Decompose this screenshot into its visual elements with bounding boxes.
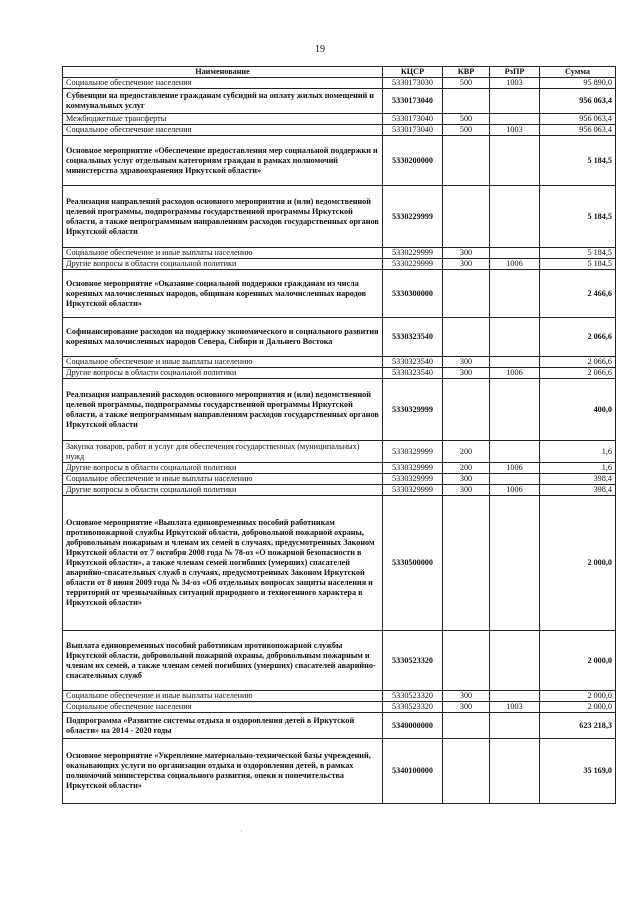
cell-kvr: 500 xyxy=(443,114,490,125)
table-row xyxy=(63,368,616,379)
cell-rzpr xyxy=(490,474,540,485)
cell-kvr xyxy=(443,739,490,804)
cell-rzpr xyxy=(490,89,540,114)
cell-kcsr: 5330523320 xyxy=(383,691,443,702)
cell-name: Межбюджетные трансферты xyxy=(63,114,383,125)
cell-name: Подпрограмма «Развитие системы отдыха и оздоровления детей в Иркутской области» на 2014 - 2020 годы xyxy=(63,713,383,739)
cell-name: Социальное обеспечение населения xyxy=(63,78,383,89)
cell-kcsr: 5340100000 xyxy=(383,739,443,804)
cell-rzpr xyxy=(490,379,540,441)
cell-name: Другие вопросы в области социальной политики xyxy=(63,368,383,379)
table-row xyxy=(63,318,616,357)
column-header-sum: Сумма xyxy=(540,67,616,78)
cell-sum: 400,0 xyxy=(540,379,616,441)
cell-kvr xyxy=(443,186,490,248)
table-row xyxy=(63,702,616,713)
cell-sum: 95 890,0 xyxy=(540,78,616,89)
budget-table xyxy=(62,66,616,804)
table-row xyxy=(63,631,616,691)
cell-name: Другие вопросы в области социальной политики xyxy=(63,463,383,474)
cell-rzpr: 1006 xyxy=(490,368,540,379)
table-row xyxy=(63,485,616,496)
cell-kvr: 200 xyxy=(443,463,490,474)
cell-kcsr: 5340000000 xyxy=(383,713,443,739)
table-row xyxy=(63,136,616,186)
cell-kvr xyxy=(443,136,490,186)
cell-sum: 1,6 xyxy=(540,463,616,474)
cell-name: Субвенции на предоставление гражданам субсидий на оплату жилых помещений и коммунальных услуг xyxy=(63,89,383,114)
cell-name: Основное мероприятие «Выплата единовременных пособий работникам противопожарной службы Иркутской области, добровольной пожарной охраны, добровольным пожарным и членам их семей в случаях, предусмотренных Законом Иркутской области от 7 октября 2008 года № 78-оз «О пожарной безопасности в Иркутской области», а также членам семей погибших (умерших) спасателей аварийно-спасательных служб в случаях, предусмотренных Законом Иркутской области от 8 июня 2009 года № 34-оз «Об отдельных вопросах защиты населения и территорий от чрезвычайных ситуаций природного и техногенного характера в Иркутской области» xyxy=(63,496,383,631)
cell-kcsr: 5330329999 xyxy=(383,441,443,463)
cell-kvr: 500 xyxy=(443,125,490,136)
cell-kcsr: 5330229999 xyxy=(383,186,443,248)
cell-rzpr xyxy=(490,186,540,248)
cell-kcsr: 5330200000 xyxy=(383,136,443,186)
cell-kvr: 300 xyxy=(443,691,490,702)
cell-kvr: 300 xyxy=(443,357,490,368)
cell-rzpr: 1003 xyxy=(490,702,540,713)
cell-kcsr: 5330229999 xyxy=(383,248,443,259)
cell-rzpr: 1003 xyxy=(490,78,540,89)
table-row xyxy=(63,379,616,441)
cell-name: Другие вопросы в области социальной политики xyxy=(63,485,383,496)
cell-kcsr: 5330229999 xyxy=(383,259,443,270)
cell-kvr xyxy=(443,270,490,318)
cell-sum: 35 169,0 xyxy=(540,739,616,804)
table-row xyxy=(63,125,616,136)
cell-kvr: 300 xyxy=(443,474,490,485)
cell-rzpr xyxy=(490,441,540,463)
cell-name: Реализация направлений расходов основного мероприятия и (или) ведомственной целевой программы, подпрограммы государственной программы Иркутской области, а также непрограммным направлениям расходов государственных органов Иркутской области xyxy=(63,379,383,441)
cell-rzpr: 1006 xyxy=(490,463,540,474)
cell-kcsr: 5330523320 xyxy=(383,631,443,691)
cell-kcsr: 5330173040 xyxy=(383,114,443,125)
cell-name: Выплата единовременных пособий работникам противопожарной службы Иркутской области, добровольной пожарной охраны, добровольным пожарным и членам их семей, а также членам семей погибших (умерших) спасателей аварийно-спасательных служб xyxy=(63,631,383,691)
column-header-name: Наименование xyxy=(63,67,383,78)
table-row xyxy=(63,270,616,318)
cell-rzpr xyxy=(490,114,540,125)
column-header-kcsr: КЦСР xyxy=(383,67,443,78)
page-number: 19 xyxy=(315,44,325,55)
cell-sum: 623 218,3 xyxy=(540,713,616,739)
cell-sum: 2 466,6 xyxy=(540,270,616,318)
cell-sum: 2 066,6 xyxy=(540,368,616,379)
cell-rzpr xyxy=(490,357,540,368)
cell-kvr xyxy=(443,89,490,114)
cell-name: Основное мероприятие «Укрепление материально-технической базы учреждений, оказывающих услуги по организации отдыха и оздоровления детей, в рамках полномочий министерства социального развития, опеки и попечительства Иркутской области» xyxy=(63,739,383,804)
cell-kcsr: 5330323540 xyxy=(383,357,443,368)
cell-sum: 2 066,6 xyxy=(540,357,616,368)
cell-kvr: 300 xyxy=(443,248,490,259)
cell-sum: 1,6 xyxy=(540,441,616,463)
cell-sum: 956 063,4 xyxy=(540,125,616,136)
cell-sum: 398,4 xyxy=(540,485,616,496)
table-row xyxy=(63,739,616,804)
cell-kcsr: 5330173030 xyxy=(383,78,443,89)
table-row xyxy=(63,248,616,259)
table-row xyxy=(63,463,616,474)
table-header-row xyxy=(63,67,616,78)
cell-kcsr: 5330500000 xyxy=(383,496,443,631)
cell-sum: 956 063,4 xyxy=(540,114,616,125)
table-row xyxy=(63,474,616,485)
cell-sum: 5 184,5 xyxy=(540,259,616,270)
table-row xyxy=(63,78,616,89)
table-row xyxy=(63,713,616,739)
table-row xyxy=(63,441,616,463)
cell-name: Основное мероприятие «Оказание социальной поддержки гражданам из числа коренных малочисленных народов, общинам коренных малочисленных народов Иркутской области» xyxy=(63,270,383,318)
table-row xyxy=(63,259,616,270)
cell-name: Социальное обеспечение населения xyxy=(63,125,383,136)
cell-kvr xyxy=(443,713,490,739)
cell-kvr xyxy=(443,496,490,631)
table-row xyxy=(63,496,616,631)
table-row xyxy=(63,89,616,114)
cell-kvr: 300 xyxy=(443,368,490,379)
cell-rzpr xyxy=(490,739,540,804)
cell-sum: 2 000,0 xyxy=(540,691,616,702)
cell-name: Социальное обеспечение и иные выплаты населению xyxy=(63,691,383,702)
cell-rzpr xyxy=(490,248,540,259)
cell-kcsr: 5330523320 xyxy=(383,702,443,713)
column-header-kvr: КВР xyxy=(443,67,490,78)
cell-name: Социальное обеспечение и иные выплаты населению xyxy=(63,357,383,368)
table-row xyxy=(63,357,616,368)
cell-kvr: 200 xyxy=(443,441,490,463)
cell-kcsr: 5330329999 xyxy=(383,474,443,485)
cell-rzpr xyxy=(490,496,540,631)
cell-sum: 5 184,5 xyxy=(540,248,616,259)
cell-rzpr: 1003 xyxy=(490,125,540,136)
cell-name: Социальное обеспечение и иные выплаты населению xyxy=(63,474,383,485)
cell-rzpr xyxy=(490,691,540,702)
cell-kcsr: 5330300000 xyxy=(383,270,443,318)
cell-kvr xyxy=(443,379,490,441)
cell-sum: 2 000,0 xyxy=(540,702,616,713)
cell-kcsr: 5330329999 xyxy=(383,379,443,441)
table-row xyxy=(63,114,616,125)
table-row xyxy=(63,691,616,702)
cell-sum: 2 000,0 xyxy=(540,496,616,631)
cell-kcsr: 5330323540 xyxy=(383,318,443,357)
cell-kvr xyxy=(443,318,490,357)
cell-kcsr: 5330173040 xyxy=(383,89,443,114)
cell-kvr: 300 xyxy=(443,485,490,496)
cell-rzpr xyxy=(490,318,540,357)
cell-kvr: 300 xyxy=(443,702,490,713)
cell-rzpr: 1006 xyxy=(490,259,540,270)
cell-kcsr: 5330173040 xyxy=(383,125,443,136)
column-header-rzpr: РзПР xyxy=(490,67,540,78)
cell-sum: 5 184,5 xyxy=(540,136,616,186)
cell-kvr: 300 xyxy=(443,259,490,270)
cell-name: Основное мероприятие «Обеспечение предоставления мер социальной поддержки и социальных услуг отдельным категориям граждан в рамках полномочий министерства здравоохранения Иркутской области» xyxy=(63,136,383,186)
cell-name: Закупка товаров, работ и услуг для обеспечения государственных (муниципальных) нужд xyxy=(63,441,383,463)
cell-rzpr xyxy=(490,270,540,318)
cell-rzpr xyxy=(490,136,540,186)
cell-name: Социальное обеспечение и иные выплаты населению xyxy=(63,248,383,259)
cell-name: Социальное обеспечение населения xyxy=(63,702,383,713)
cell-kcsr: 5330323540 xyxy=(383,368,443,379)
cell-name: Софинансирование расходов на поддержку экономического и социального развития коренных малочисленных народов Севера, Сибири и Дальнего Востока xyxy=(63,318,383,357)
cell-rzpr xyxy=(490,631,540,691)
cell-rzpr xyxy=(490,713,540,739)
cell-kcsr: 5330329999 xyxy=(383,463,443,474)
cell-name: Другие вопросы в области социальной политики xyxy=(63,259,383,270)
cell-name: Реализация направлений расходов основного мероприятия и (или) ведомственной целевой программы, подпрограммы государственной программы Иркутской области, а также непрограммным направлениям расходов государственных органов Иркутской области xyxy=(63,186,383,248)
cell-sum: 2 000,0 xyxy=(540,631,616,691)
cell-rzpr: 1006 xyxy=(490,485,540,496)
cell-sum: 956 063,4 xyxy=(540,89,616,114)
cell-sum: 398,4 xyxy=(540,474,616,485)
cell-sum: 2 066,6 xyxy=(540,318,616,357)
cell-kvr: 500 xyxy=(443,78,490,89)
scan-mark: · xyxy=(240,827,243,836)
table-row xyxy=(63,186,616,248)
cell-kvr xyxy=(443,631,490,691)
cell-kcsr: 5330329999 xyxy=(383,485,443,496)
cell-sum: 5 184,5 xyxy=(540,186,616,248)
